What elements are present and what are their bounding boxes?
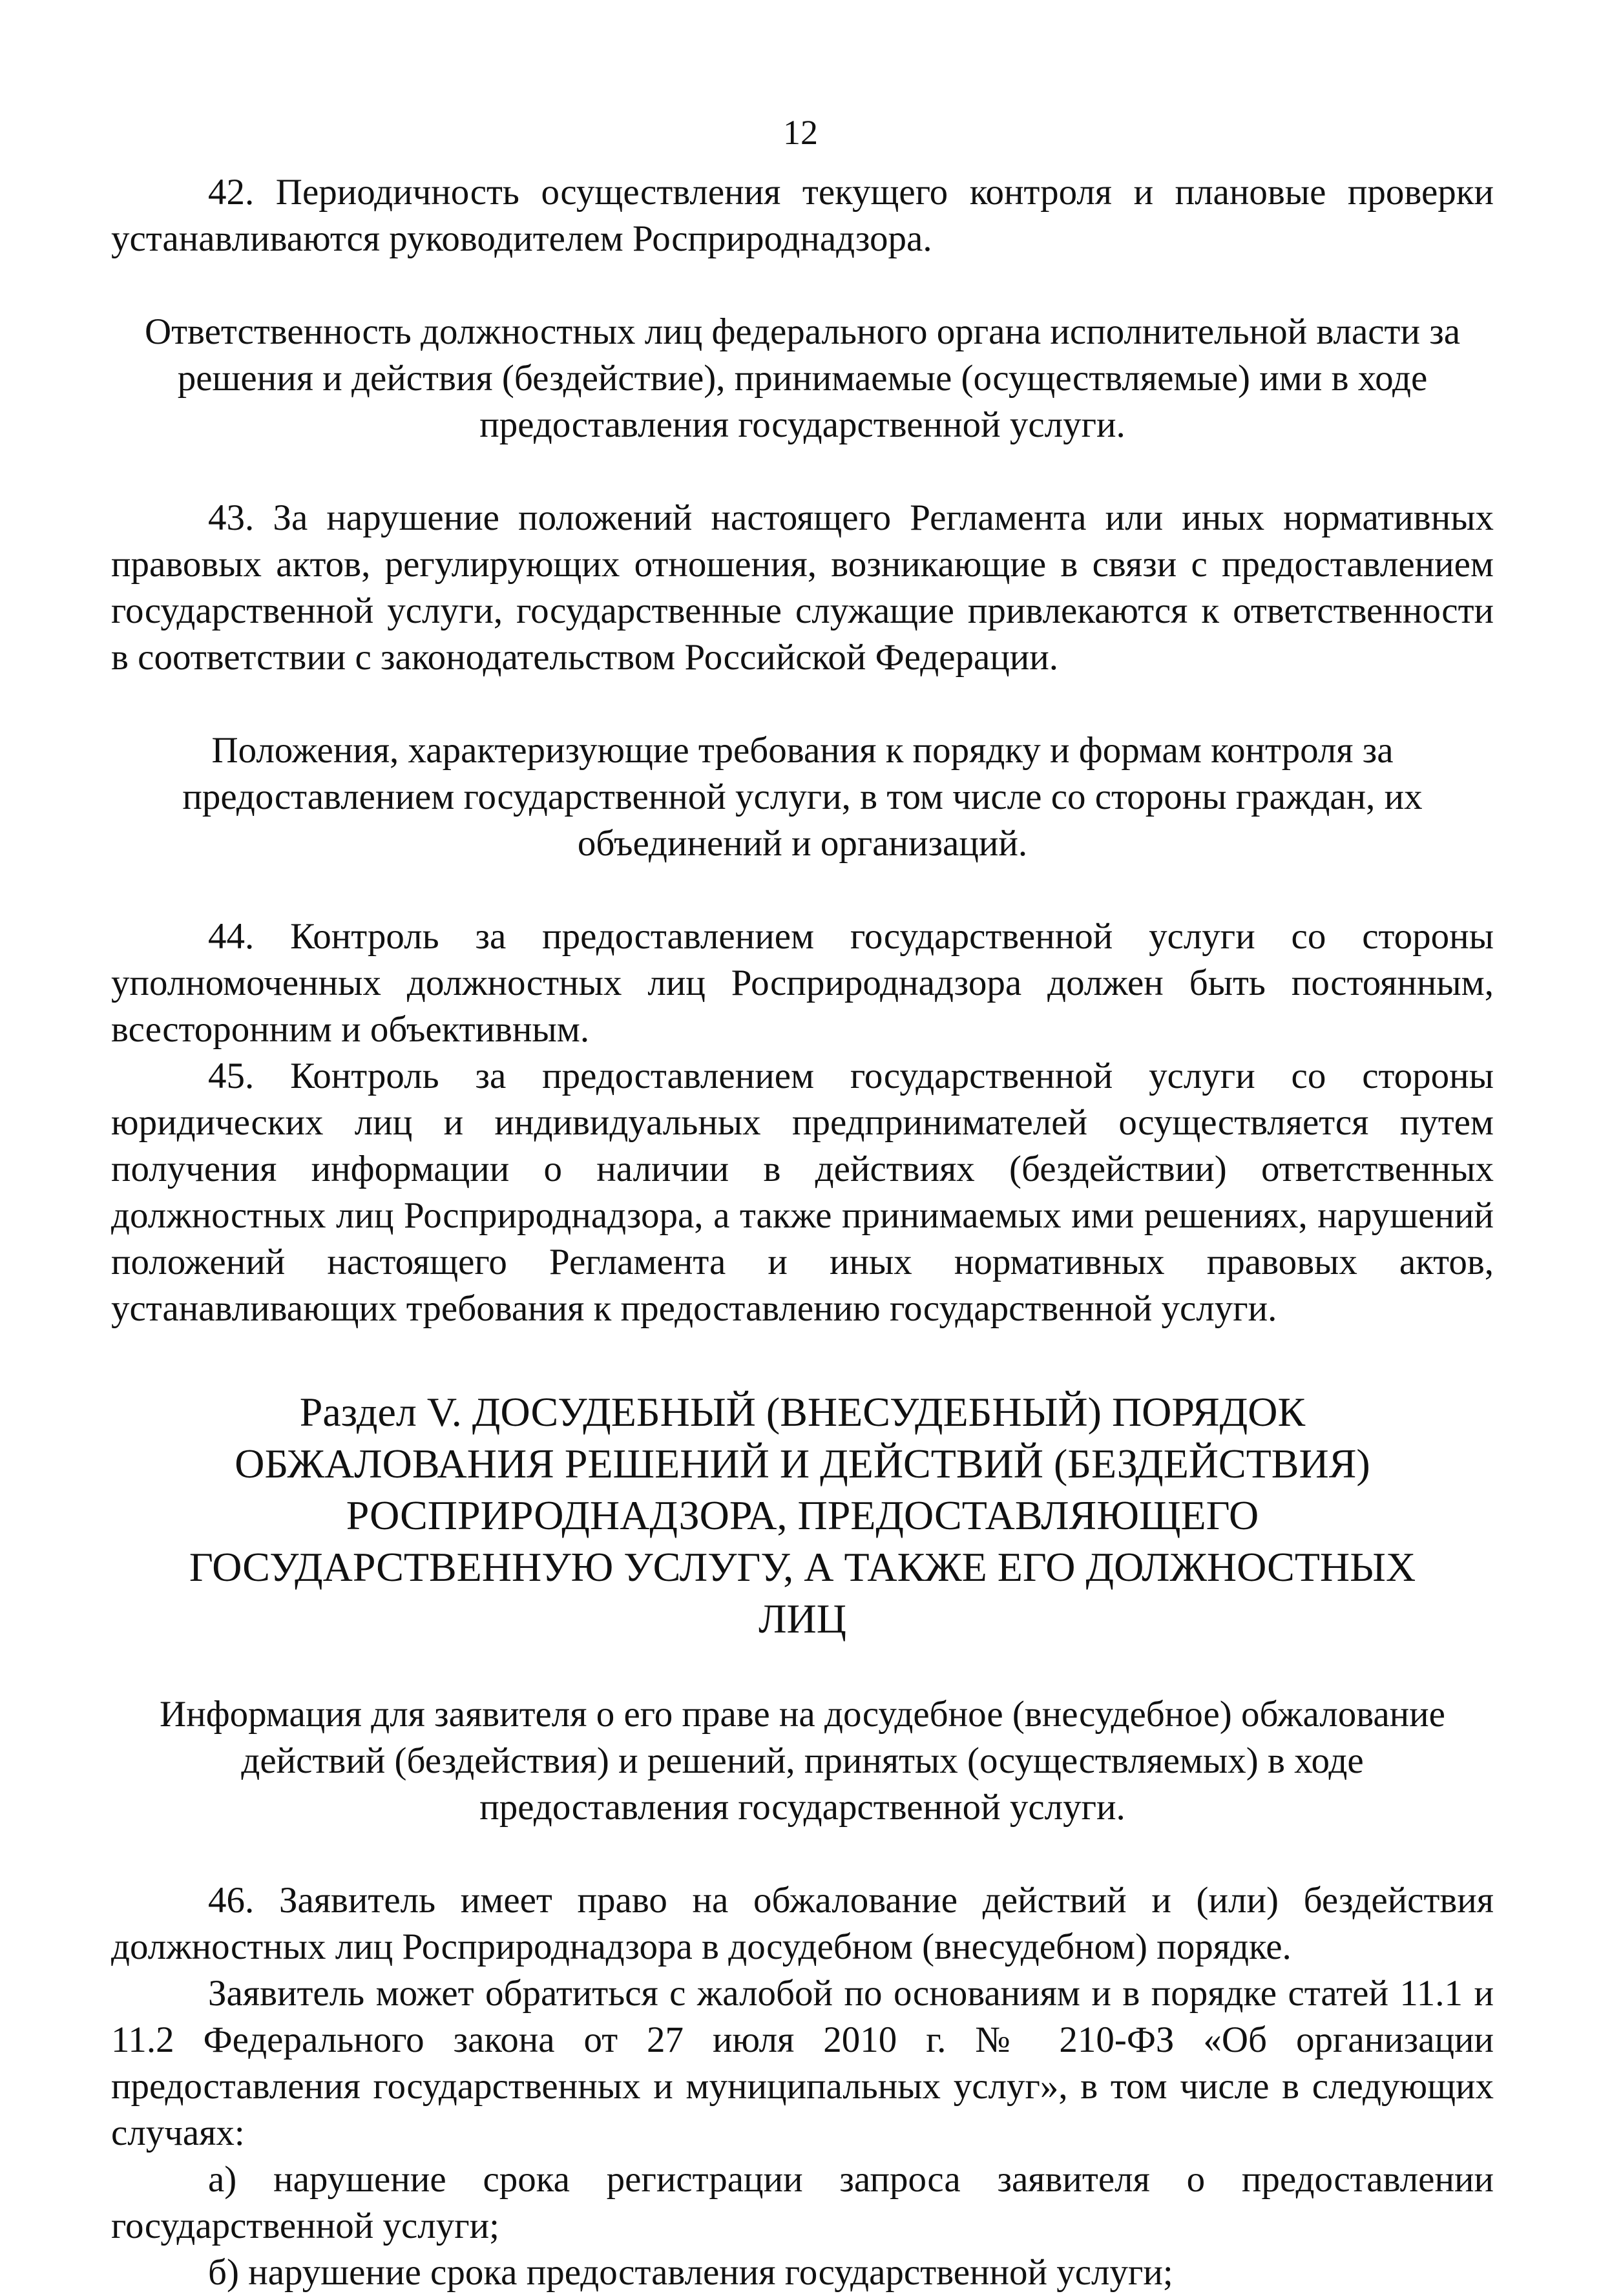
spacer: [111, 1645, 1494, 1691]
spacer: [111, 1831, 1494, 1877]
paragraph-42: 42. Периодичность осуществления текущего контроля и плановые проверки устанавливаются руководителем Росприроднадзора.: [111, 172, 1494, 259]
spacer: [111, 448, 1494, 495]
page-number: 12: [783, 113, 818, 152]
list-item-b: б) нарушение срока предоставления государственной услуги;: [208, 2252, 1173, 2293]
paragraph-43: 43. За нарушение положений настоящего Регламента или иных нормативных правовых актов, регулирующих отношения, возникающие в связи с предоставлением государственной услуги, государственные служащие привлекаются к ответственности в соответствии с законодательством Российской Федерации.: [111, 497, 1494, 678]
document-body: [111, 169, 1494, 2296]
heading-responsibility: Ответственность должностных лиц федерального органа исполнительной власти за решения и действия (бездействие), принимаемые (осуществляемые) ими в ходе предоставления государственной услуги.: [144, 311, 1461, 445]
spacer: [111, 867, 1494, 913]
heading-appeal-information: Информация для заявителя о его праве на досудебное (внесудебное) обжалование действий (бездействия) и решений, принятых (осуществляемых) в ходе предоставления государственной услуги.: [160, 1694, 1445, 1828]
heading-control-requirements: Положения, характеризующие требования к порядку и формам контроля за предоставлением государственной услуги, в том числе со стороны граждан, их объединений и организаций.: [182, 730, 1423, 864]
spacer: [111, 681, 1494, 727]
paragraph-44: 44. Контроль за предоставлением государственной услуги со стороны уполномоченных должностных лиц Росприроднадзора должен быть постоянным, всесторонним и объективным.: [111, 916, 1494, 1050]
section-v-title: Раздел V. ДОСУДЕБНЫЙ (ВНЕСУДЕБНЫЙ) ПОРЯДОК ОБЖАЛОВАНИЯ РЕШЕНИЙ И ДЕЙСТВИЙ (БЕЗДЕЙСТВИЯ) РОСПРИРОДНАДЗОРА, ПРЕДОСТАВЛЯЮЩЕГО ГОСУДАРСТВЕННУЮ УСЛУГУ, А ТАКЖЕ ЕГО ДОЛЖНОСТНЫХ ЛИЦ: [189, 1389, 1416, 1642]
list-item-a: а) нарушение срока регистрации запроса заявителя о предоставлении государственной услуги;: [111, 2159, 1494, 2246]
paragraph-complaint-grounds: Заявитель может обратиться с жалобой по основаниям и в порядке статей 11.1 и 11.2 Федерального закона от 27 июля 2010 г. № 210-ФЗ «Об организации предоставления государственных и муниципальных услуг», в том числе в следующих случаях:: [111, 1973, 1494, 2153]
spacer: [111, 1332, 1494, 1386]
spacer: [111, 262, 1494, 309]
paragraph-46: 46. Заявитель имеет право на обжалование действий и (или) бездействия должностных лиц Росприроднадзора в досудебном (внесудебном) порядке.: [111, 1880, 1494, 1967]
paragraph-45: 45. Контроль за предоставлением государственной услуги со стороны юридических лиц и индивидуальных предпринимателей осуществляется путем получения информации о наличии в действиях (бездействии) ответственных должностных лиц Росприроднадзора, а также принимаемых ими решениях, нарушений положений настоящего Регламента и иных нормативных правовых актов, устанавливающих требования к предоставлению государственной услуги.: [111, 1056, 1494, 1329]
